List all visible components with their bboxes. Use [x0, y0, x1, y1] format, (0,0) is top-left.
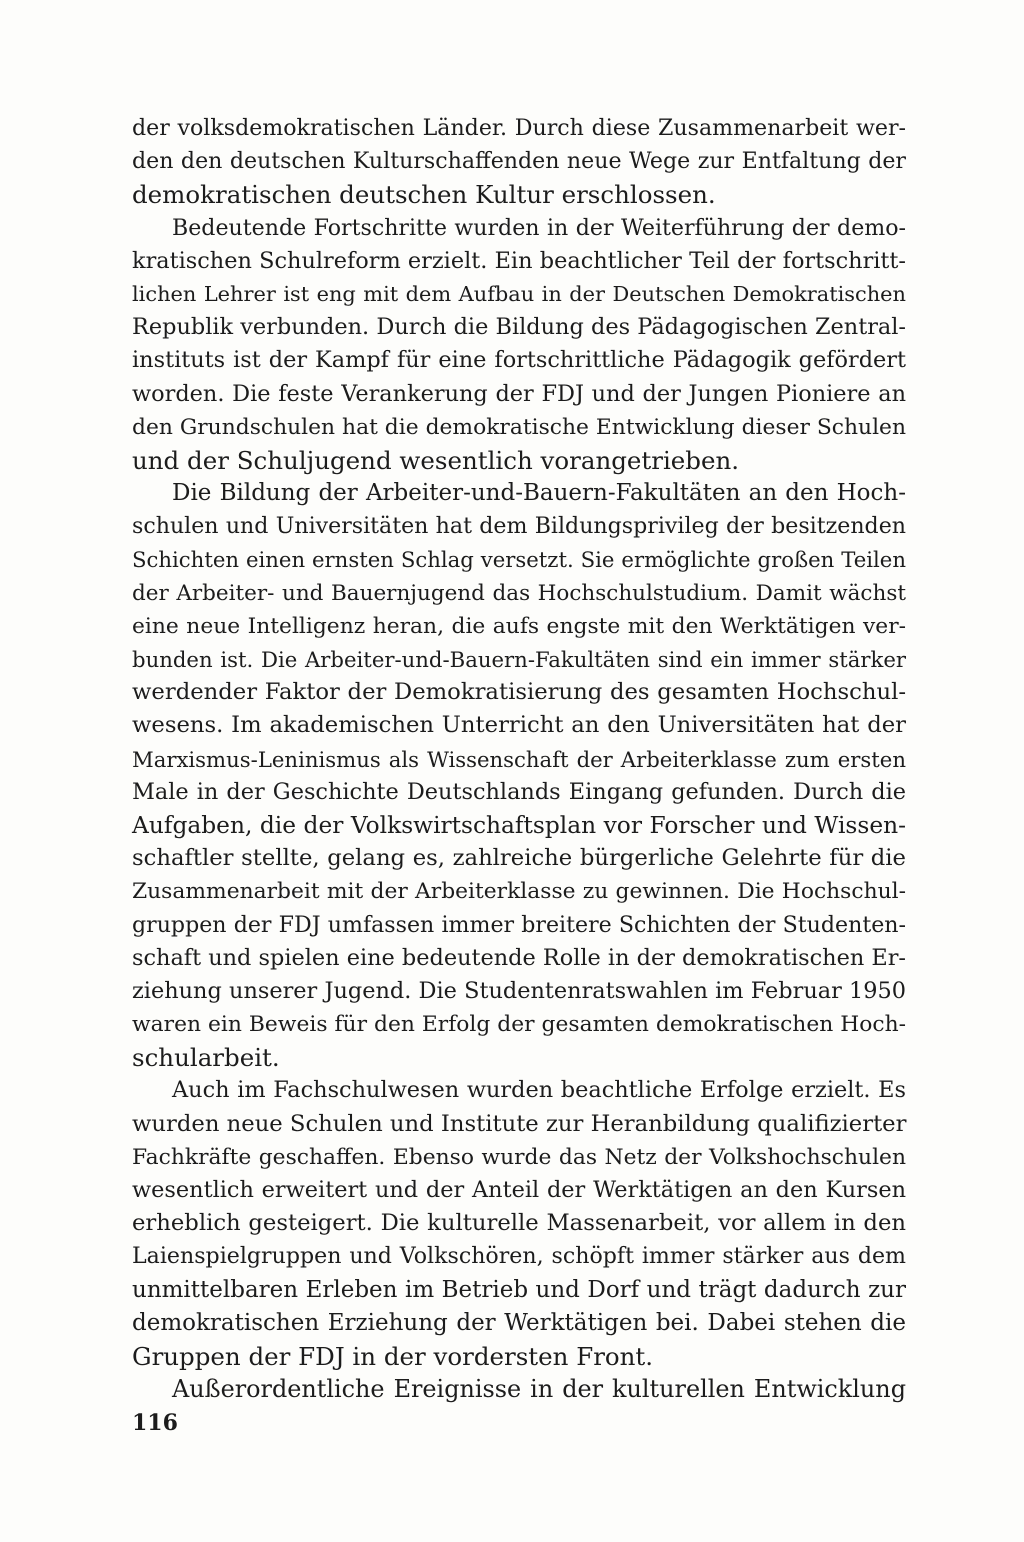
text-line: Aufgaben, die der Volkswirtschaftsplan vor Forscher und Wissen- — [132, 811, 906, 839]
text-line: Marxismus-Leninismus als Wissenschaft der Arbeiterklasse zum ersten — [132, 746, 906, 772]
text-line: und der Schuljugend wesentlich vorangetrieben. — [132, 445, 740, 475]
text-line: wesens. Im akademischen Unterricht an den Universitäten hat der — [132, 712, 906, 739]
text-line: der Arbeiter- und Bauernjugend das Hochschulstudium. Damit wächst — [132, 580, 906, 606]
text-line: schaftler stellte, gelang es, zahlreiche bürgerliche Gelehrte für die — [132, 845, 906, 872]
text-line: Fachkräfte geschaffen. Ebenso wurde das Netz der Volkshochschulen — [132, 1144, 906, 1170]
body-text — [132, 112, 906, 1406]
text-line: demokratischen Erziehung der Werktätigen bei. Dabei stehen die — [132, 1309, 906, 1336]
text-line: erheblich gesteigert. Die kulturelle Massenarbeit, vor allem in den — [132, 1210, 906, 1237]
paragraph — [132, 1074, 906, 1373]
text-line: Auch im Fachschulwesen wurden beachtliche Erfolge erzielt. Es — [172, 1077, 906, 1104]
text-line: der volksdemokratischen Länder. Durch diese Zusammenarbeit wer- — [132, 115, 906, 141]
text-line: Laienspielgruppen und Volkschören, schöpft immer stärker aus dem — [132, 1243, 906, 1270]
text-line: instituts ist der Kampf für eine fortschrittliche Pädagogik gefördert — [132, 347, 906, 374]
text-line: worden. Die feste Verankerung der FDJ und der Jungen Pioniere an — [132, 380, 906, 407]
text-line: eine neue Intelligenz heran, die aufs engste mit den Werktätigen ver- — [132, 613, 906, 639]
text-line: schaft und spielen eine bedeutende Rolle in der demokratischen Er- — [132, 944, 906, 971]
paragraph — [132, 112, 906, 212]
text-line: lichen Lehrer ist eng mit dem Aufbau in der Deutschen Demokratischen — [132, 281, 906, 306]
text-line: den Grundschulen hat die demokratische Entwicklung dieser Schulen — [132, 414, 906, 440]
paragraph — [132, 212, 906, 478]
text-line: demokratischen deutschen Kultur erschlossen. — [132, 180, 716, 210]
text-line: unmittelbaren Erleben im Betrieb und Dorf und trägt dadurch zur — [132, 1276, 906, 1303]
paragraph — [132, 477, 906, 1074]
text-line: schulen und Universitäten hat dem Bildungsprivileg der besitzenden — [132, 513, 906, 540]
text-line: waren ein Beweis für den Erfolg der gesamten demokratischen Hoch- — [132, 1012, 906, 1038]
text-line: werdender Faktor der Demokratisierung des gesamten Hochschul- — [132, 679, 906, 706]
text-line: Gruppen der FDJ in der vordersten Front. — [132, 1341, 654, 1371]
page-number: 116 — [132, 1410, 178, 1436]
text-line: wesentlich erweitert und der Anteil der Werktätigen an den Kursen — [132, 1177, 906, 1203]
text-line: bunden ist. Die Arbeiter-und-Bauern-Fakultäten sind ein immer stärker — [132, 647, 906, 672]
text-line: gruppen der FDJ umfassen immer breitere Schichten der Studenten- — [132, 911, 906, 938]
text-line: Schichten einen ernsten Schlag versetzt. Sie ermöglichte großen Teilen — [132, 547, 906, 573]
text-line: wurden neue Schulen und Institute zur Heranbildung qualifizierter — [132, 1110, 907, 1137]
text-line: schularbeit. — [132, 1043, 280, 1073]
text-line: Male in der Geschichte Deutschlands Eingang gefunden. Durch die — [132, 778, 906, 805]
text-line: Zusammenarbeit mit der Arbeiterklasse zu gewinnen. Die Hochschul- — [132, 879, 906, 905]
text-line: Bedeutende Fortschritte wurden in der Weiterführung der demo- — [172, 214, 906, 241]
text-line: den den deutschen Kulturschaffenden neue Wege zur Entfaltung der — [132, 148, 906, 175]
paragraph — [132, 1373, 906, 1406]
text-line: Außerordentliche Ereignisse in der kulturellen Entwicklung — [172, 1375, 906, 1404]
text-line: kratischen Schulreform erzielt. Ein beachtlicher Teil der fortschritt- — [132, 247, 906, 274]
text-line: ziehung unserer Jugend. Die Studentenratswahlen im Februar 1950 — [132, 977, 906, 1004]
text-line: Die Bildung der Arbeiter-und-Bauern-Fakultäten an den Hoch- — [172, 480, 906, 507]
text-line: Republik verbunden. Durch die Bildung des Pädagogischen Zentral- — [132, 314, 906, 341]
